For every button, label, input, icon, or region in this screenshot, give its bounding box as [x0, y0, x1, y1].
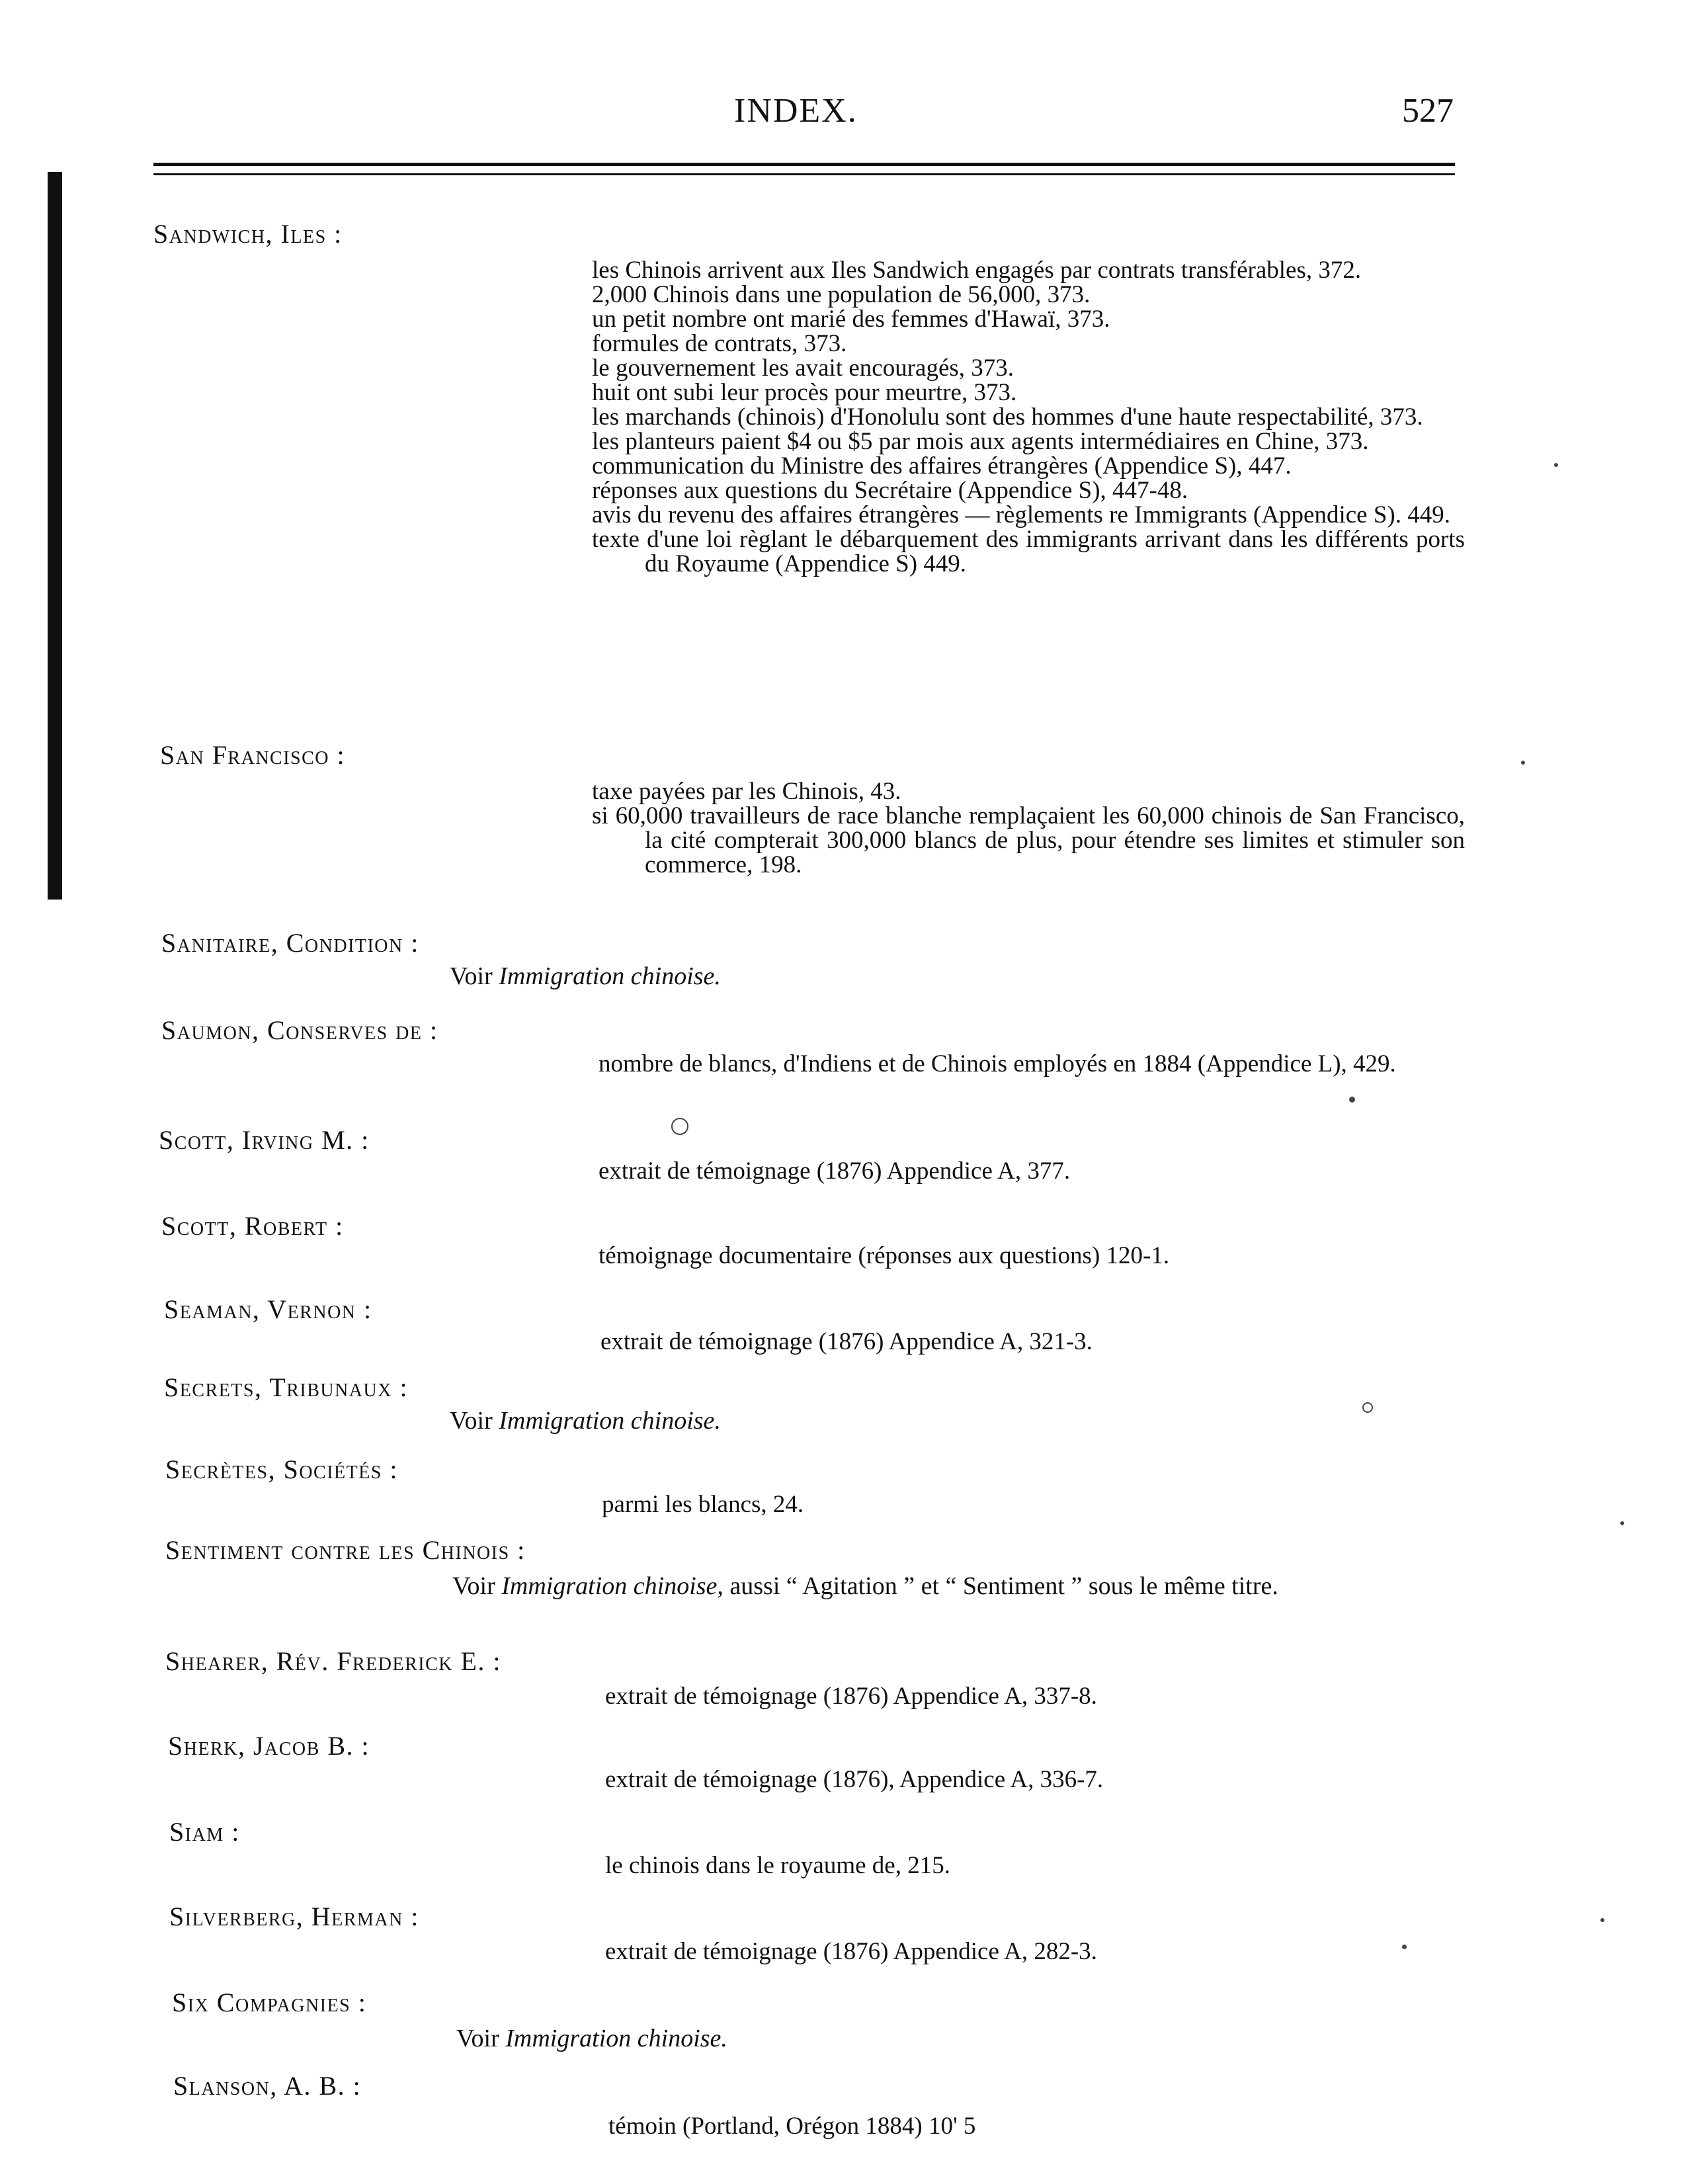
header-rule: [153, 173, 1455, 175]
index-heading: Scott, Irving M. :: [159, 1125, 370, 1155]
see-prefix: Voir: [450, 962, 499, 990]
index-heading: Siam :: [169, 1817, 240, 1847]
index-line: réponses aux questions du Secrétaire (Appendice S), 447-48.: [592, 477, 1188, 504]
index-line: parmi les blancs, 24.: [602, 1491, 804, 1518]
index-entry-lines: [592, 779, 1465, 877]
index-entry-lines: [605, 1853, 1478, 1878]
index-entry-lines: [602, 1492, 1475, 1517]
index-line: extrait de témoignage (1876) Appendice A, 377.: [599, 1157, 1071, 1185]
scan-speck: [1620, 1521, 1624, 1525]
index-line: le gouvernement les avait encouragés, 373.: [592, 355, 1014, 382]
scan-speck: [1349, 1097, 1355, 1103]
index-heading: Sanitaire, Condition :: [161, 928, 419, 958]
index-line: témoignage documentaire (réponses aux questions) 120-1.: [599, 1242, 1170, 1269]
index-line: extrait de témoignage (1876) Appendice A, 337-8.: [605, 1683, 1097, 1710]
index-heading: San Francisco :: [160, 740, 346, 770]
index-line: avis du revenu des affaires étrangères — règlements re Immigrants (Appendice S). 449.: [592, 501, 1450, 528]
scan-speck: [1521, 761, 1525, 765]
see-target: Immigration chinoise.: [499, 1407, 721, 1435]
index-entry-lines: [599, 1243, 1471, 1268]
index-heading: Silverberg, Herman :: [169, 1902, 419, 1931]
index-entry-lines: [592, 258, 1465, 576]
index-heading: Scott, Robert :: [161, 1211, 344, 1241]
see-reference: [450, 963, 1468, 989]
scan-speck: [1554, 463, 1558, 467]
index-heading: Sentiment contre les Chinois :: [165, 1535, 526, 1565]
index-line: communication du Ministre des affaires étrangères (Appendice S), 447.: [592, 452, 1292, 480]
see-prefix: Voir: [452, 1572, 502, 1600]
index-heading: Saumon, Conserves de :: [161, 1015, 438, 1045]
see-target: Immigration chinoise,: [501, 1572, 723, 1600]
index-line: huit ont subi leur procès pour meurtre, 373.: [592, 379, 1017, 406]
header-rule: [153, 163, 1455, 166]
index-heading: Sandwich, Iles :: [153, 219, 343, 249]
index-heading: Secrètes, Sociétés :: [165, 1454, 399, 1484]
see-target: Immigration chinoise.: [499, 962, 721, 990]
index-line: formules de contrats, 373.: [592, 330, 847, 357]
index-heading: Six Compagnies :: [172, 1988, 367, 2017]
index-entry-lines: [608, 2114, 1481, 2138]
index-heading: Seaman, Vernon :: [164, 1294, 372, 1324]
see-reference: [456, 2025, 1475, 2052]
index-line: texte d'une loi règlant le débarquement des immigrants arrivant dans les différents ports du Royaume (Appendice S) 449.: [592, 526, 1465, 577]
index-entry-lines: [605, 1767, 1478, 1792]
index-line: les marchands (chinois) d'Honolulu sont des hommes d'une haute respectabilité, 373.: [592, 403, 1423, 431]
page-title: INDEX.: [734, 92, 858, 130]
scan-speck: [671, 1118, 688, 1135]
index-line: les Chinois arrivent aux Iles Sandwich engagés par contrats transférables, 372.: [592, 257, 1362, 284]
see-reference: [452, 1573, 1471, 1599]
index-line: extrait de témoignage (1876) Appendice A, 282-3.: [605, 1938, 1097, 1965]
see-prefix: Voir: [450, 1407, 499, 1435]
index-line: extrait de témoignage (1876), Appendice A, 336-7.: [605, 1766, 1104, 1793]
index-entry-lines: [599, 1159, 1471, 1183]
index-line: taxe payées par les Chinois, 43.: [592, 778, 901, 805]
index-heading: Secrets, Tribunaux :: [164, 1372, 409, 1402]
index-line: si 60,000 travailleurs de race blanche remplaçaient les 60,000 chinois de San Francisco, la cité compterait 300,000 blancs de plus, pour étendre ses limites et stimuler son commerce, 198.: [592, 802, 1465, 878]
page-number: 527: [1402, 92, 1454, 130]
index-entry-lines: [605, 1939, 1478, 1964]
index-line: le chinois dans le royaume de, 215.: [605, 1852, 950, 1879]
index-entry-lines: [600, 1329, 1473, 1354]
index-entry-lines: [599, 1052, 1471, 1076]
see-suffix: aussi “ Agitation ” et “ Sentiment ” sous le même titre.: [723, 1572, 1278, 1600]
see-prefix: Voir: [456, 2025, 506, 2052]
index-line: témoin (Portland, Orégon 1884) 10' 5: [608, 2113, 976, 2140]
index-line: extrait de témoignage (1876) Appendice A, 321-3.: [600, 1328, 1093, 1355]
index-heading: Shearer, Rév. Frederick E. :: [165, 1646, 502, 1676]
index-line: nombre de blancs, d'Indiens et de Chinois employés en 1884 (Appendice L), 429.: [599, 1050, 1396, 1077]
index-heading: Sherk, Jacob B. :: [168, 1731, 370, 1761]
scan-margin-bar: [48, 172, 62, 900]
scan-speck: [1362, 1402, 1373, 1413]
scan-speck: [1600, 1918, 1604, 1922]
index-heading: Slanson, A. B. :: [173, 2071, 362, 2101]
index-line: un petit nombre ont marié des femmes d'Hawaï, 373.: [592, 306, 1110, 333]
index-line: les planteurs paient $4 ou $5 par mois aux agents intermédiaires en Chine, 373.: [592, 428, 1369, 455]
index-entry-lines: [605, 1684, 1478, 1708]
see-reference: [450, 1407, 1468, 1434]
scan-speck: [1402, 1945, 1407, 1949]
index-line: 2,000 Chinois dans une population de 56,000, 373.: [592, 281, 1091, 308]
see-target: Immigration chinoise.: [505, 2025, 727, 2052]
